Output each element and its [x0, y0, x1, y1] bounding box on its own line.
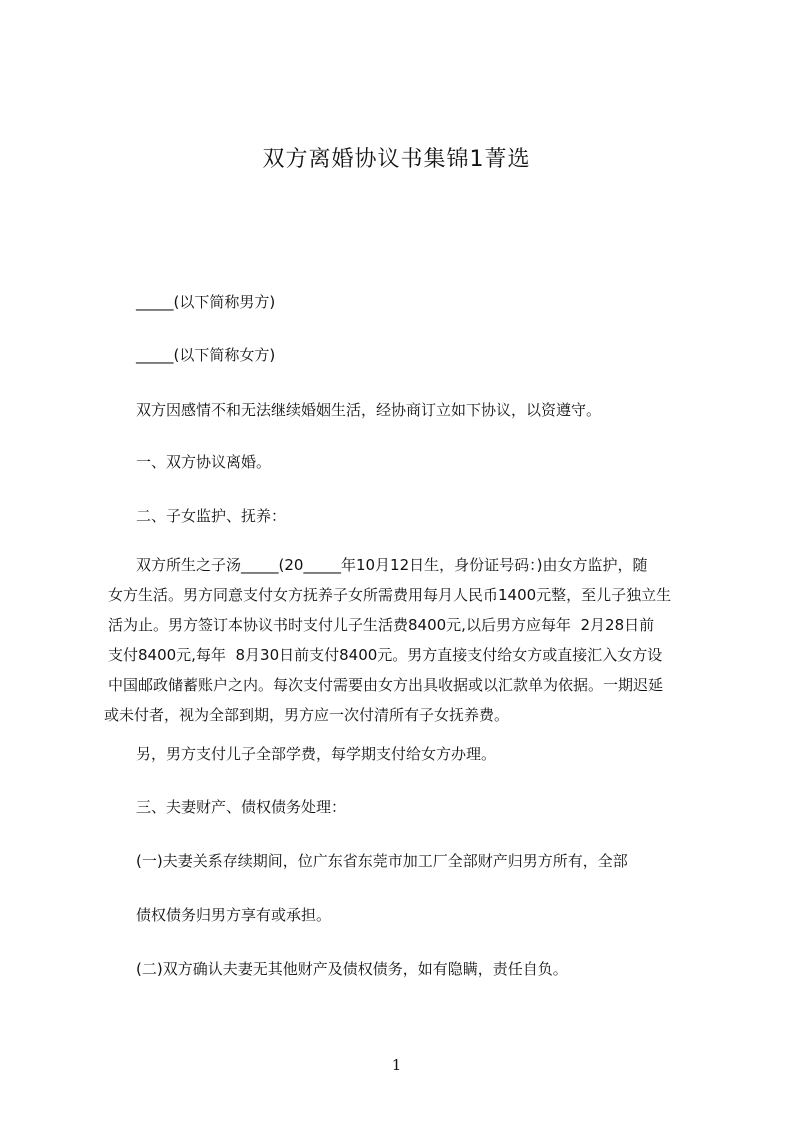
custody-line: 女方生活。男方同意支付女方抚养子女所需费用每月人民币1400元整，至儿子独立生 — [108, 586, 672, 604]
clause-3-2-line: (二)双方确认夫妻无其他财产及债权债务，如有隐瞒，责任自负。 — [136, 960, 568, 978]
custody-line: 中国邮政储蓄账户之内。每次支付需要由女方出具收据或以汇款单为依据。一期迟延 — [108, 676, 664, 694]
tuition-paragraph: 另，男方支付儿子全部学费，每学期支付给女方办理。 — [136, 745, 497, 763]
clause-3-1-continuation: 债权债务归男方享有或承担。 — [136, 906, 332, 924]
party-man-line: _____(以下简称男方) — [136, 293, 276, 311]
intro-paragraph: 双方因感情不和无法继续婚姻生活，经协商订立如下协议，以资遵守。 — [136, 401, 602, 419]
party-woman-line: _____(以下简称女方) — [136, 346, 276, 364]
clause-2-heading: 二、子女监护、抚养： — [136, 507, 287, 525]
document-title: 双方离婚协议书集锦1菁选 — [262, 147, 531, 172]
clause-3-1-line: (一)夫妻关系存续期间，位广东省东莞市加工厂全部财产归男方所有，全部 — [136, 852, 628, 870]
page-number: 1 — [391, 1056, 402, 1074]
custody-line: 支付8400元,每年 8月30日前支付8400元。男方直接支付给女方或直接汇入女方设 — [108, 646, 663, 664]
custody-line: 或未付者，视为全部到期，男方应一次付清所有子女抚养费。 — [104, 706, 510, 724]
custody-line: 活为止。男方签订本协议书时支付儿子生活费8400元,以后男方应每年 2月28日前 — [108, 616, 655, 634]
custody-paragraph — [104, 550, 704, 730]
clause-3-heading: 三、夫妻财产、债权债务处理： — [136, 798, 347, 816]
clause-1-heading: 一、双方协议离婚。 — [136, 453, 272, 471]
custody-line: 双方所生之子汤_____(20_____年10月12日生，身份证号码：)由女方监护，随 — [136, 556, 648, 574]
